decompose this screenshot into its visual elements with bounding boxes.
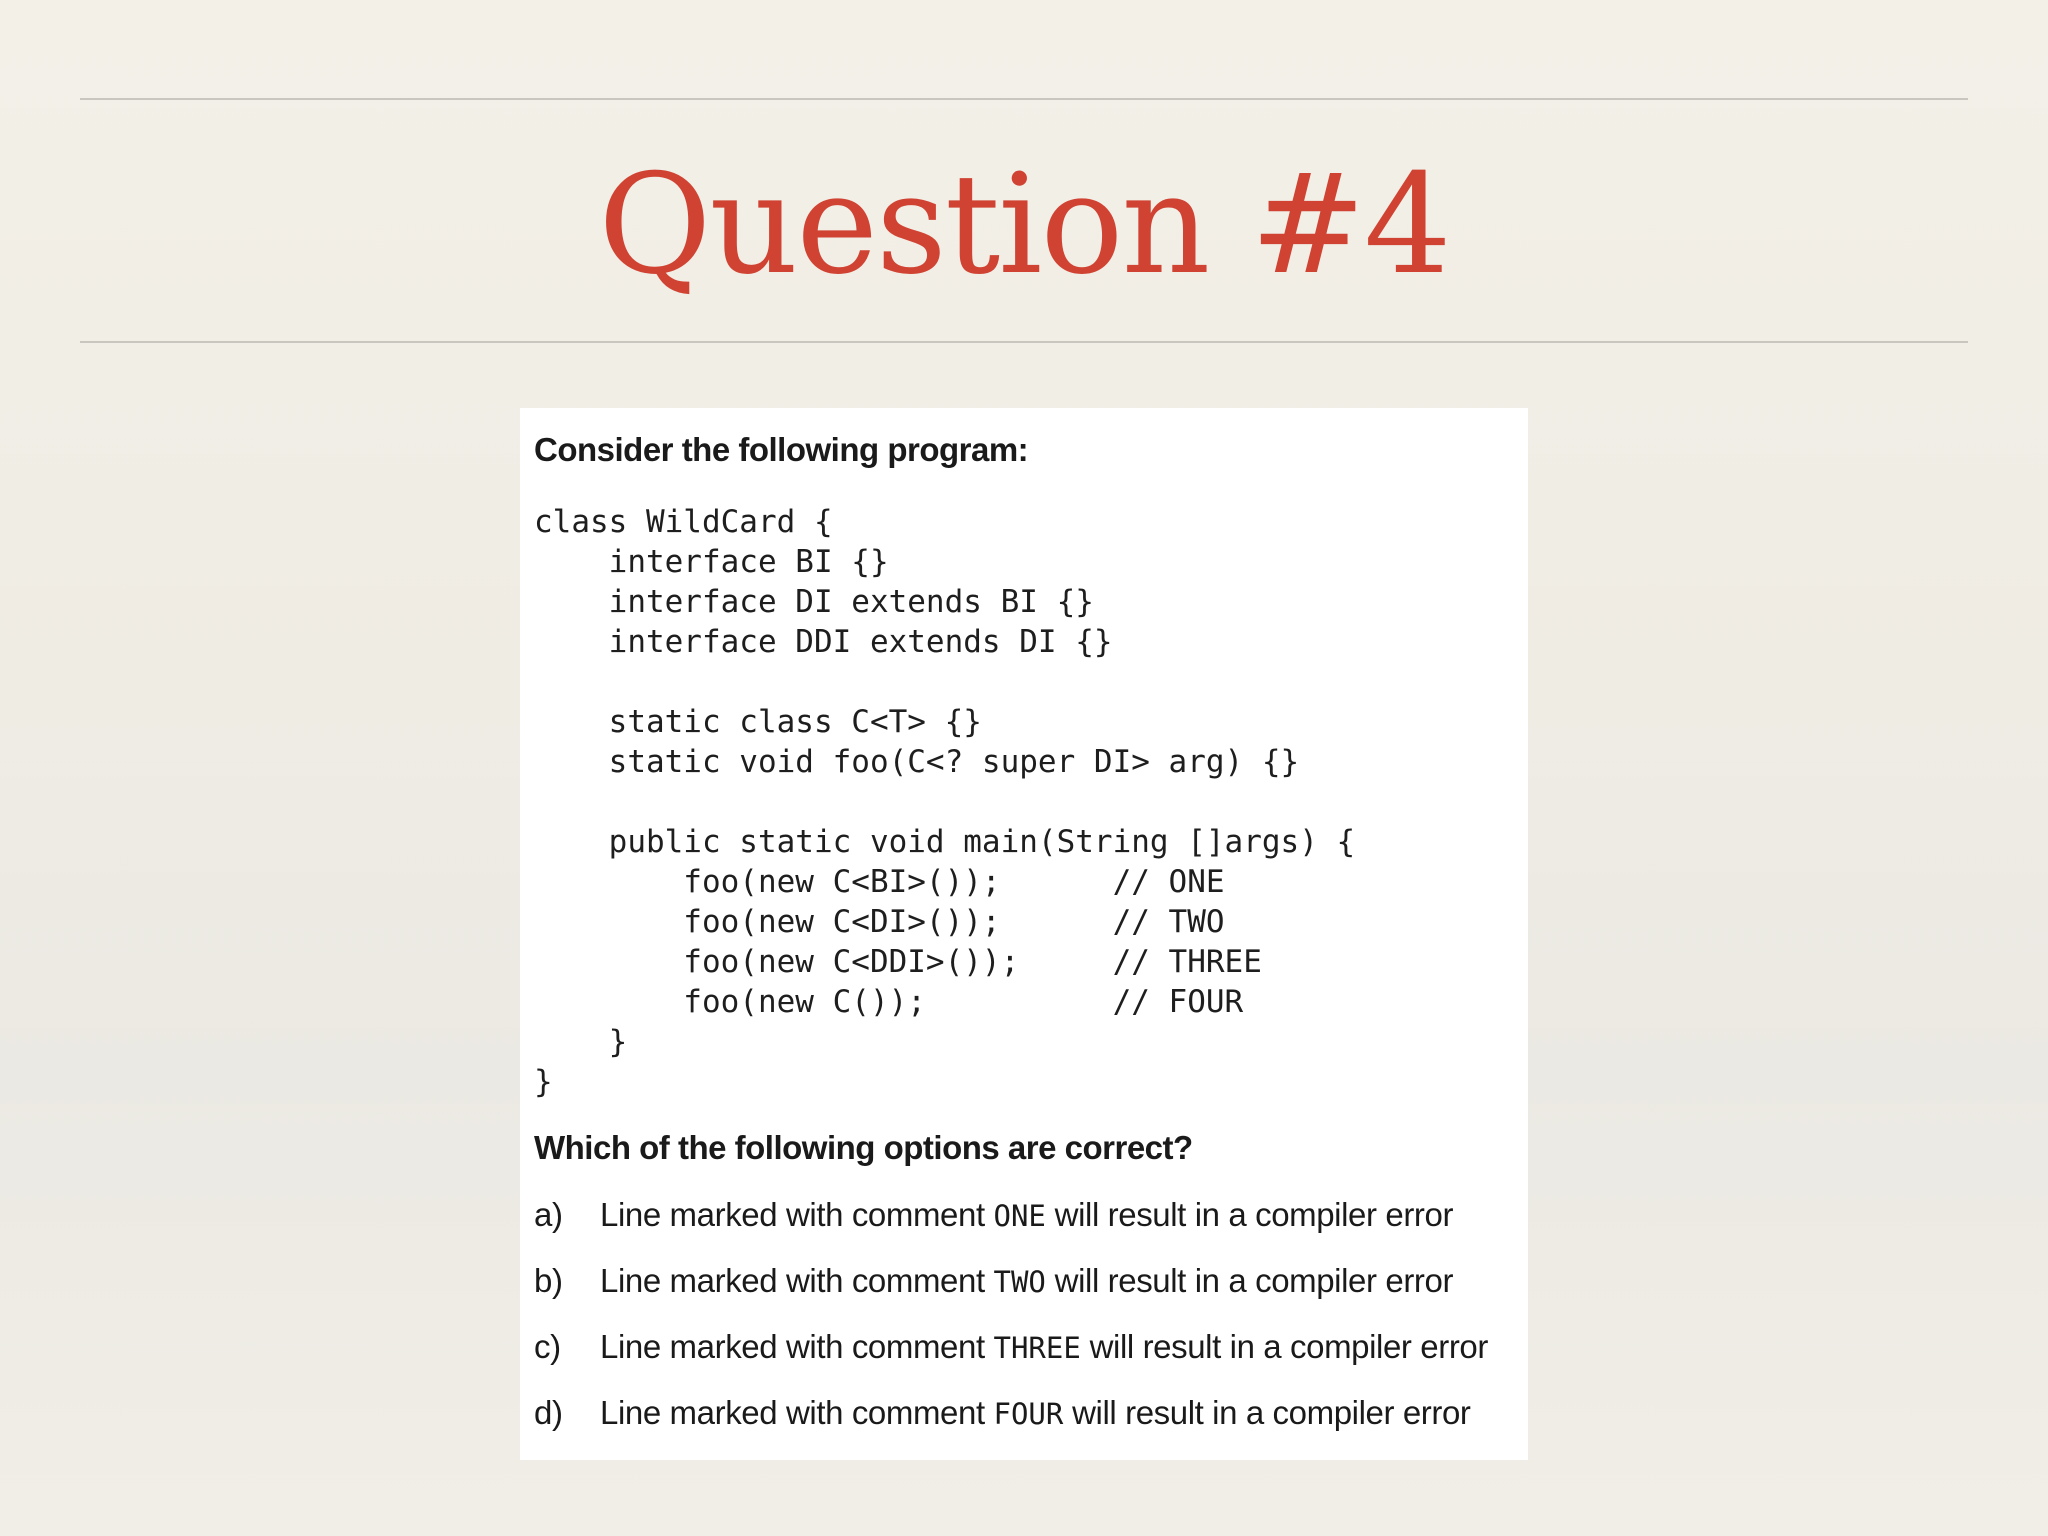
option-c bbox=[534, 1314, 1514, 1380]
code-line: static class C<T> {} bbox=[534, 704, 982, 740]
option-text-after: will result in a compiler error bbox=[1063, 1394, 1471, 1431]
code-line-blank bbox=[534, 662, 1514, 702]
option-keyword: FOUR bbox=[993, 1397, 1064, 1431]
option-text-before: Line marked with comment bbox=[600, 1394, 994, 1431]
code-line: interface DI extends BI {} bbox=[534, 584, 1094, 620]
code-line: foo(new C<BI>()); // ONE bbox=[534, 864, 1225, 900]
code-line: interface DDI extends DI {} bbox=[534, 624, 1113, 660]
code-line: interface BI {} bbox=[534, 544, 889, 580]
option-keyword: THREE bbox=[993, 1331, 1081, 1365]
option-text-after: will result in a compiler error bbox=[1045, 1262, 1454, 1299]
option-b bbox=[534, 1248, 1514, 1314]
code-line: static void foo(C<? super DI> arg) {} bbox=[534, 744, 1300, 780]
bottom-divider bbox=[80, 341, 1968, 343]
option-text-after: will result in a compiler error bbox=[1080, 1328, 1488, 1365]
option-d bbox=[534, 1380, 1514, 1446]
code-block bbox=[534, 502, 1514, 1102]
option-text bbox=[600, 1394, 1471, 1432]
option-text-after: will result in a compiler error bbox=[1045, 1196, 1454, 1233]
option-letter: a) bbox=[534, 1196, 563, 1233]
option-text-before: Line marked with comment bbox=[600, 1262, 994, 1299]
option-keyword: TWO bbox=[993, 1265, 1046, 1299]
options-list bbox=[534, 1182, 1514, 1446]
code-line: } bbox=[534, 1024, 628, 1060]
code-line: class WildCard { bbox=[534, 504, 833, 540]
question-card bbox=[520, 408, 1528, 1460]
code-line: foo(new C<DI>()); // TWO bbox=[534, 904, 1225, 940]
option-letter: d) bbox=[534, 1394, 563, 1431]
code-line: } bbox=[534, 1064, 553, 1100]
code-line: public static void main(String []args) { bbox=[534, 824, 1356, 860]
code-line: foo(new C<DDI>()); // THREE bbox=[534, 944, 1262, 980]
option-a bbox=[534, 1182, 1514, 1248]
option-letter: b) bbox=[534, 1262, 563, 1299]
code-line-blank bbox=[534, 782, 1514, 822]
slide-title: Question #4 bbox=[598, 144, 1450, 305]
question-heading: Which of the following options are correct? bbox=[534, 1129, 1193, 1166]
option-text-before: Line marked with comment bbox=[600, 1196, 994, 1233]
code-line: foo(new C()); // FOUR bbox=[534, 984, 1244, 1020]
option-text-before: Line marked with comment bbox=[600, 1328, 994, 1365]
option-text bbox=[600, 1262, 1453, 1300]
option-text bbox=[600, 1196, 1453, 1234]
option-text bbox=[600, 1328, 1488, 1366]
program-heading: Consider the following program: bbox=[534, 431, 1029, 468]
option-letter: c) bbox=[534, 1328, 561, 1365]
option-keyword: ONE bbox=[993, 1199, 1046, 1233]
top-divider bbox=[80, 98, 1968, 100]
